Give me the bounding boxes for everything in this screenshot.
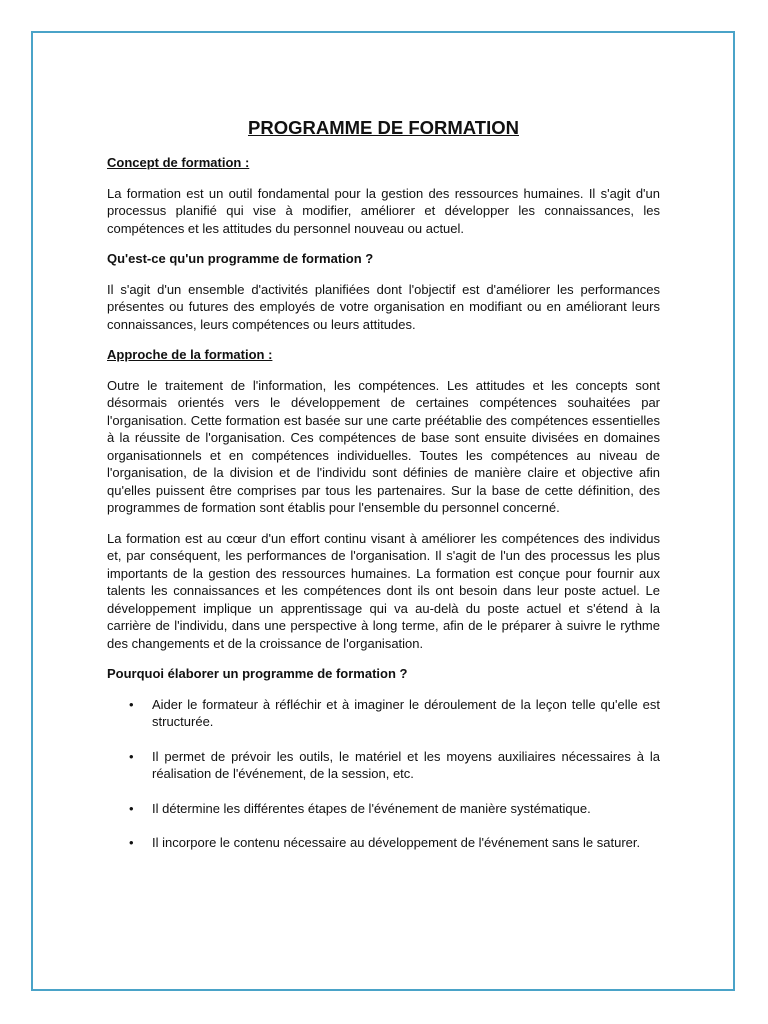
bullet-text: Aider le formateur à réfléchir et à imaginer le déroulement de la leçon telle qu'elle est structurée. (152, 696, 660, 729)
document-page (31, 31, 735, 991)
bullet-icon: • (129, 696, 134, 712)
section-heading-programme: Qu'est-ce qu'un programme de formation ? (107, 251, 374, 266)
section-heading-approche: Approche de la formation : (107, 347, 273, 362)
section-paragraph-approche-2: La formation est au cœur d'un effort continu visant à améliorer les compétences des individus et, par conséquent, les performances de l'organisation. Il s'agit de l'un des processus les plus importants de la gestion des ressources humaines. La formation est conçue pour fournir aux talents les connaissances et les compétences dont ils ont besoin dans leur poste actuel. Le développement implique un apprentissage qui va au-delà du poste actuel et s'étend à la carrière de l'individu, dans une perspective à long terme, afin de le préparer à suivre le rythme des changements et de la croissance de l'organisation. (107, 530, 660, 651)
bullet-item (107, 800, 660, 818)
section-paragraph-concept: La formation est un outil fondamental pour la gestion des ressources humaines. Il s'agit d'un processus planifié qui vise à modifier, améliorer et développer les connaissances, les compétences et les attitudes du personnel nouveau ou actuel. (107, 185, 660, 236)
bullet-item (107, 834, 660, 852)
document-title: PROGRAMME DE FORMATION (248, 117, 519, 138)
section-paragraph-programme: Il s'agit d'un ensemble d'activités planifiées dont l'objectif est d'améliorer les performances présentes ou futures des employés de votre organisation en modifiant ou en améliorant leurs connaissances, leurs compétences ou leurs attitudes. (107, 281, 660, 332)
bullet-item (107, 696, 660, 731)
bullet-text: Il permet de prévoir les outils, le matériel et les moyens auxiliaires nécessaires à la réalisation de l'événement, de la session, etc. (152, 748, 660, 781)
bullet-icon: • (129, 835, 134, 850)
bullet-icon: • (129, 748, 134, 764)
bullet-list (107, 696, 660, 852)
bullet-text: Il incorpore le contenu nécessaire au développement de l'événement sans le saturer. (152, 835, 641, 850)
section-heading-concept: Concept de formation : (107, 155, 250, 170)
bullet-item (107, 748, 660, 783)
section-paragraph-approche-1: Outre le traitement de l'information, les compétences. Les attitudes et les concepts sont désormais orientés vers le développement de certaines compétences souhaitées par l'organisation. Cette formation est basée sur une carte préétablie des compétences essentielles à la réussite de l'organisation. Ces compétences de base sont ensuite divisées en domaines organisationnels et en compétences individuelles. Toutes les compétences au niveau de l'organisation, de la division et de l'individu sont définies de manière claire et objective afin qu'elles puissent être comprises par tous les partenaires. Sur la base de cette définition, des programmes de formation sont établis pour l'ensemble du personnel concerné. (107, 377, 660, 515)
section-heading-pourquoi: Pourquoi élaborer un programme de formation ? (107, 666, 408, 681)
bullet-icon: • (129, 800, 134, 816)
document-content (107, 117, 660, 869)
bullet-text: Il détermine les différentes étapes de l'événement de manière systématique. (152, 800, 591, 816)
